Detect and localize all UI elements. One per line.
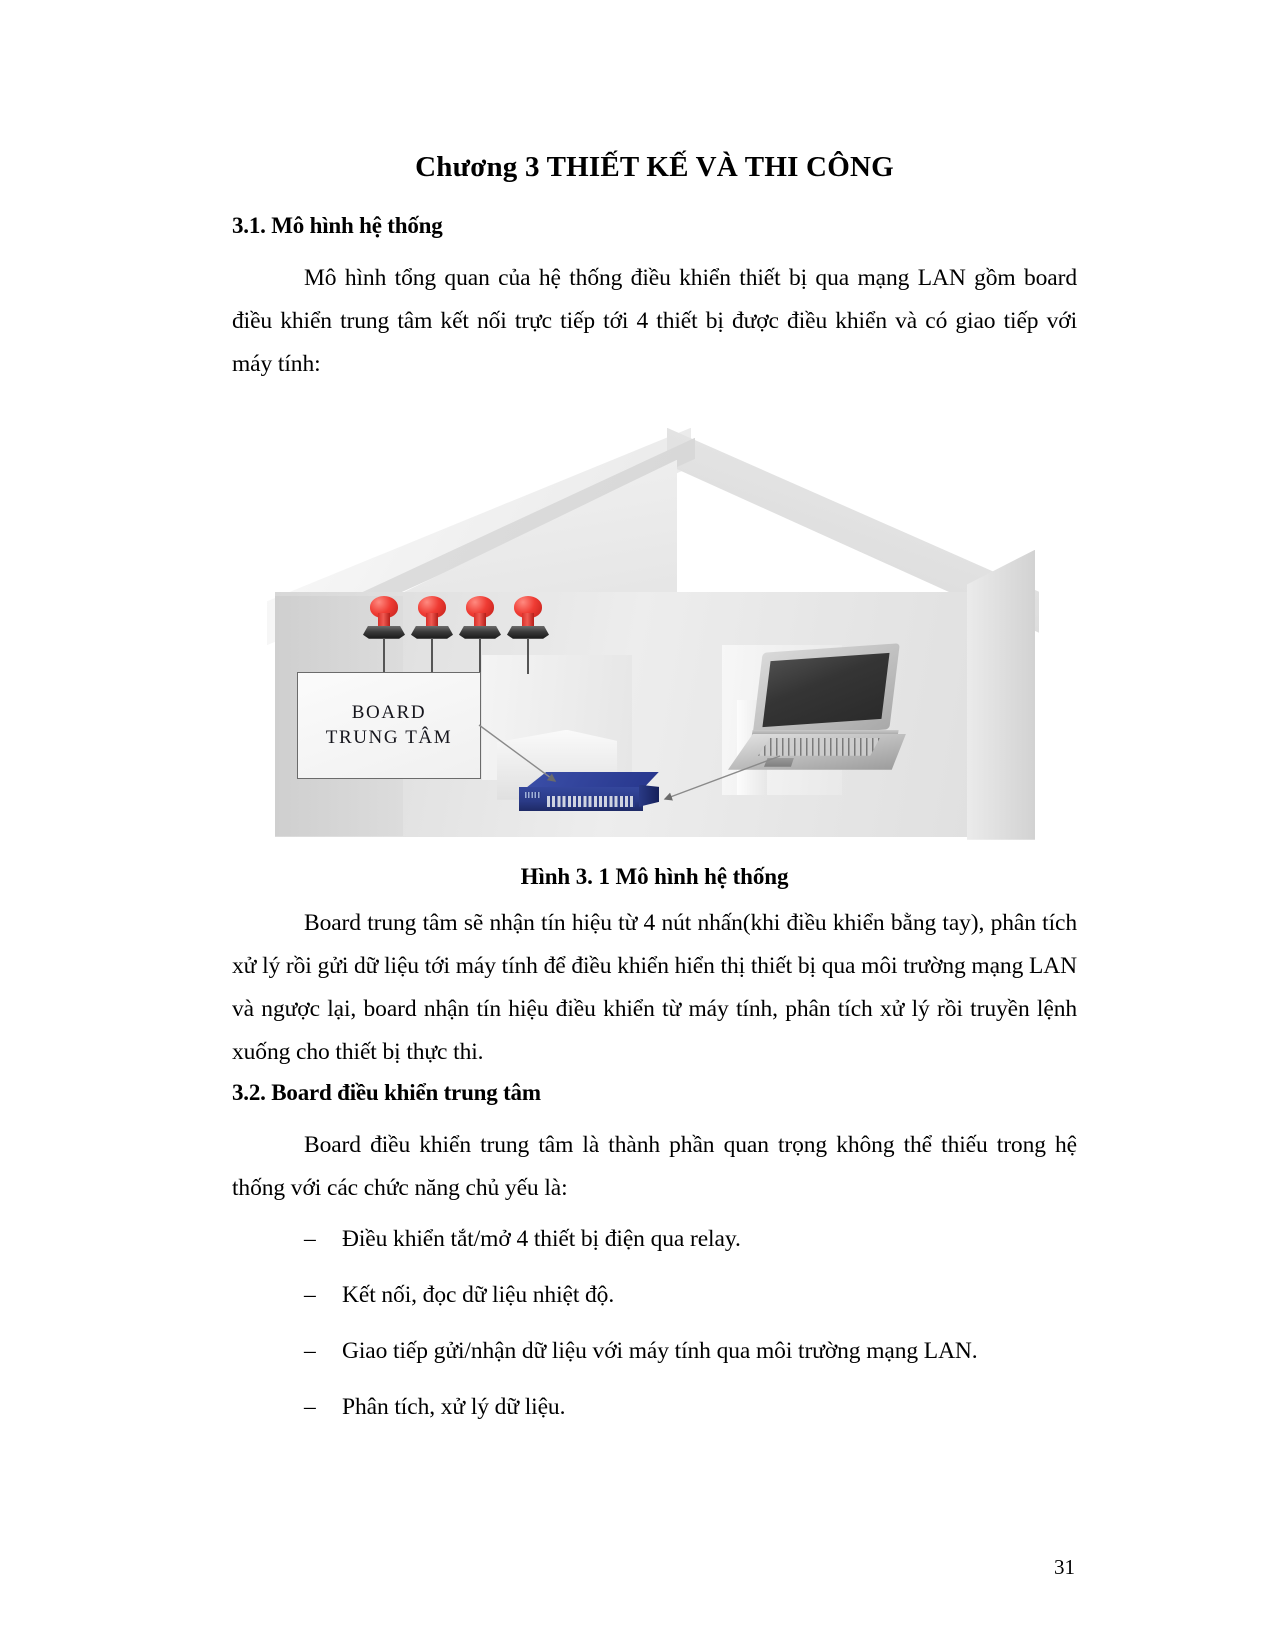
connection-lines <box>267 400 1042 850</box>
list-item-label: Phân tích, xử lý dữ liệu. <box>342 1393 566 1420</box>
figure-caption: Hình 3. 1 Mô hình hệ thống <box>520 863 789 889</box>
list-item-label: Kết nối, đọc dữ liệu nhiệt độ. <box>342 1281 615 1308</box>
paragraph-3-1: Mô hình tổng quan của hệ thống điều khiển thiết bị qua mạng LAN gồm board điều khiển trung tâm kết nối trực tiếp tới 4 thiết bị được điều khiển và có giao tiếp với máy tính: <box>232 264 1077 377</box>
list-item-label: Điều khiển tắt/mở 4 thiết bị điện qua relay. <box>342 1225 741 1252</box>
feature-list <box>232 1218 1077 1429</box>
laptop-to-switch-line <box>665 756 780 799</box>
page-content <box>232 150 1077 1429</box>
section-heading-3-2: 3.2. Board điều khiển trung tâm <box>232 1079 541 1105</box>
page-title: Chương 3 THIẾT KẾ VÀ THI CÔNG <box>415 151 894 183</box>
paragraph-after-figure: Board trung tâm sẽ nhận tín hiệu từ 4 nút nhấn(khi điều khiển bằng tay), phân tích xử lý rồi gửi dữ liệu tới máy tính để điều khiển hiển thị thiết bị qua môi trường mạng LAN và ngược lại, board nhận tín hiệu điều khiển từ máy tính, phân tích xử lý rồi truyền lệnh xuống cho thiết bị thực thi. <box>232 909 1077 1065</box>
page-number: 31 <box>1054 1555 1075 1579</box>
list-item <box>232 1386 1077 1429</box>
board-to-switch-line <box>479 725 555 781</box>
paragraph-3-2: Board điều khiển trung tâm là thành phần quan trọng không thể thiếu trong hệ thống với các chức năng chủ yếu là: <box>232 1131 1077 1201</box>
list-marker: – <box>304 1281 316 1308</box>
list-item <box>232 1218 1077 1261</box>
board-label-line-2: TRUNG TÂM <box>325 727 453 749</box>
list-marker: – <box>304 1225 316 1252</box>
list-marker: – <box>304 1393 316 1420</box>
list-marker: – <box>304 1337 316 1364</box>
board-label-line-1: BOARD <box>351 702 427 724</box>
list-item-label: Giao tiếp gửi/nhận dữ liệu với máy tính qua môi trường mạng LAN. <box>342 1337 978 1364</box>
list-item <box>232 1330 1077 1373</box>
figure-3-1 <box>232 400 1077 890</box>
list-item <box>232 1274 1077 1317</box>
section-heading-3-1: 3.1. Mô hình hệ thống <box>232 212 443 238</box>
figure-illustration <box>267 400 1042 850</box>
